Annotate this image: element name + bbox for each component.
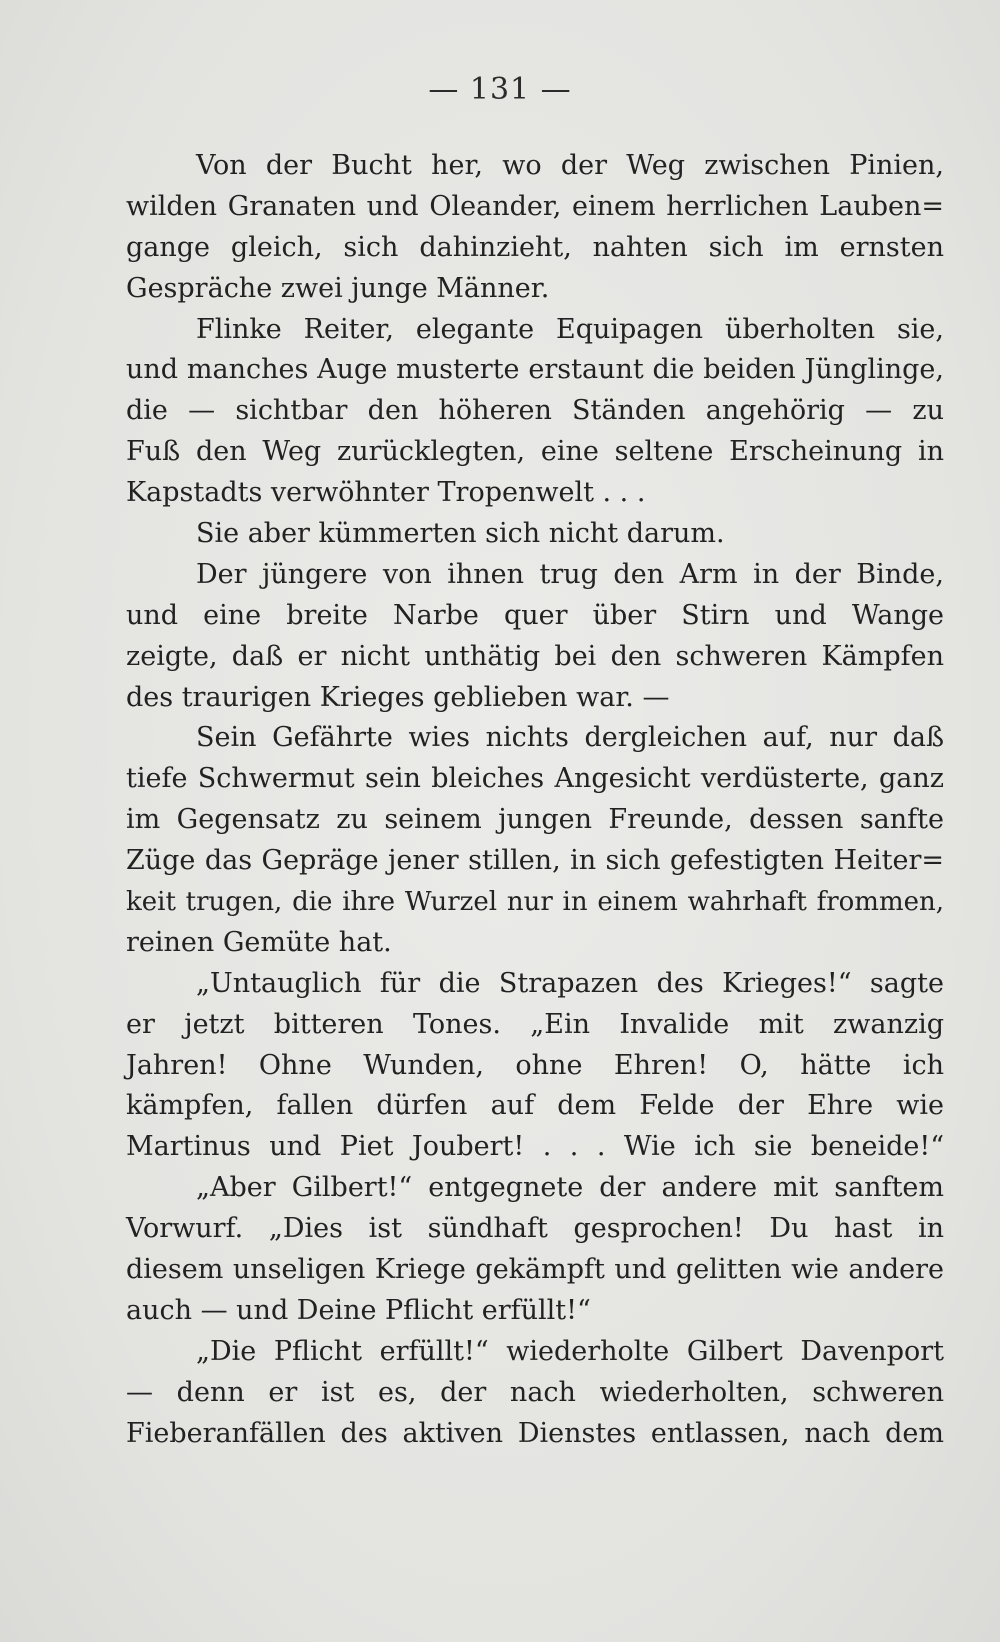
page-number: — 131 — — [428, 72, 572, 107]
text-line: Züge das Gepräge jener stillen, in sich gefestigten Heiter= — [126, 845, 944, 877]
text-line: auch — und Deine Pflicht erfüllt!“ — [126, 1294, 591, 1326]
text-line: Kapstadts verwöhnter Tropenwelt . . . — [126, 477, 646, 509]
text-line: Sie aber kümmerten sich nicht darum. — [196, 518, 725, 550]
text-line: Fuß den Weg zurücklegten, eine seltene Erscheinung in — [126, 436, 944, 468]
text-line: „Die Pflicht erfüllt!“ wiederholte Gilbert Davenport — [196, 1335, 944, 1367]
text-line: und eine breite Narbe quer über Stirn und Wange — [126, 599, 944, 631]
text-line: wilden Granaten und Oleander, einem herrlichen Lauben= — [126, 190, 944, 222]
body-text — [126, 146, 944, 1455]
text-line: die — sichtbar den höheren Ständen angehörig — zu — [126, 395, 944, 427]
text-line: im Gegensatz zu seinem jungen Freunde, dessen sanfte — [126, 804, 944, 836]
text-line: Vorwurf. „Dies ist sündhaft gesprochen! Du hast in — [126, 1213, 944, 1245]
text-line: „Untauglich für die Strapazen des Krieges!“ sagte — [196, 967, 944, 999]
text-line: reinen Gemüte hat. — [126, 926, 392, 958]
text-line: gange gleich, sich dahinzieht, nahten sich im ernsten — [126, 231, 944, 263]
text-line: diesem unseligen Kriege gekämpft und gelitten wie andere — [126, 1254, 944, 1286]
text-line: Gespräche zwei junge Männer. — [126, 272, 550, 304]
text-line: und manches Auge musterte erstaunt die beiden Jünglinge, — [126, 354, 944, 386]
text-line: kämpfen, fallen dürfen auf dem Felde der Ehre wie — [126, 1090, 944, 1122]
text-line: Sein Gefährte wies nichts dergleichen auf, nur daß — [196, 722, 944, 754]
text-line: zeigte, daß er nicht unthätig bei den schweren Kämpfen — [126, 640, 944, 672]
text-line: Flinke Reiter, elegante Equipagen überholten sie, — [196, 313, 944, 345]
text-line: Martinus und Piet Joubert! . . . Wie ich sie beneide!“ — [126, 1131, 944, 1163]
text-line: Fieberanfällen des aktiven Dienstes entlassen, nach dem — [126, 1417, 944, 1449]
text-line: keit trugen, die ihre Wurzel nur in einem wahrhaft frommen, — [126, 887, 944, 918]
text-line: des traurigen Krieges geblieben war. — — [126, 681, 670, 713]
text-line: tiefe Schwermut sein bleiches Angesicht verdüsterte, ganz — [126, 763, 944, 795]
text-line: Der jüngere von ihnen trug den Arm in der Binde, — [196, 558, 944, 590]
text-line: Jahren! Ohne Wunden, ohne Ehren! O, hätte ich — [126, 1049, 944, 1081]
text-line: — denn er ist es, der nach wiederholten, schweren — [126, 1376, 944, 1408]
text-line: „Aber Gilbert!“ entgegnete der andere mit sanftem — [196, 1172, 944, 1204]
text-line: Von der Bucht her, wo der Weg zwischen Pinien, — [196, 150, 944, 181]
text-line: er jetzt bitteren Tones. „Ein Invalide mit zwanzig — [126, 1008, 944, 1040]
